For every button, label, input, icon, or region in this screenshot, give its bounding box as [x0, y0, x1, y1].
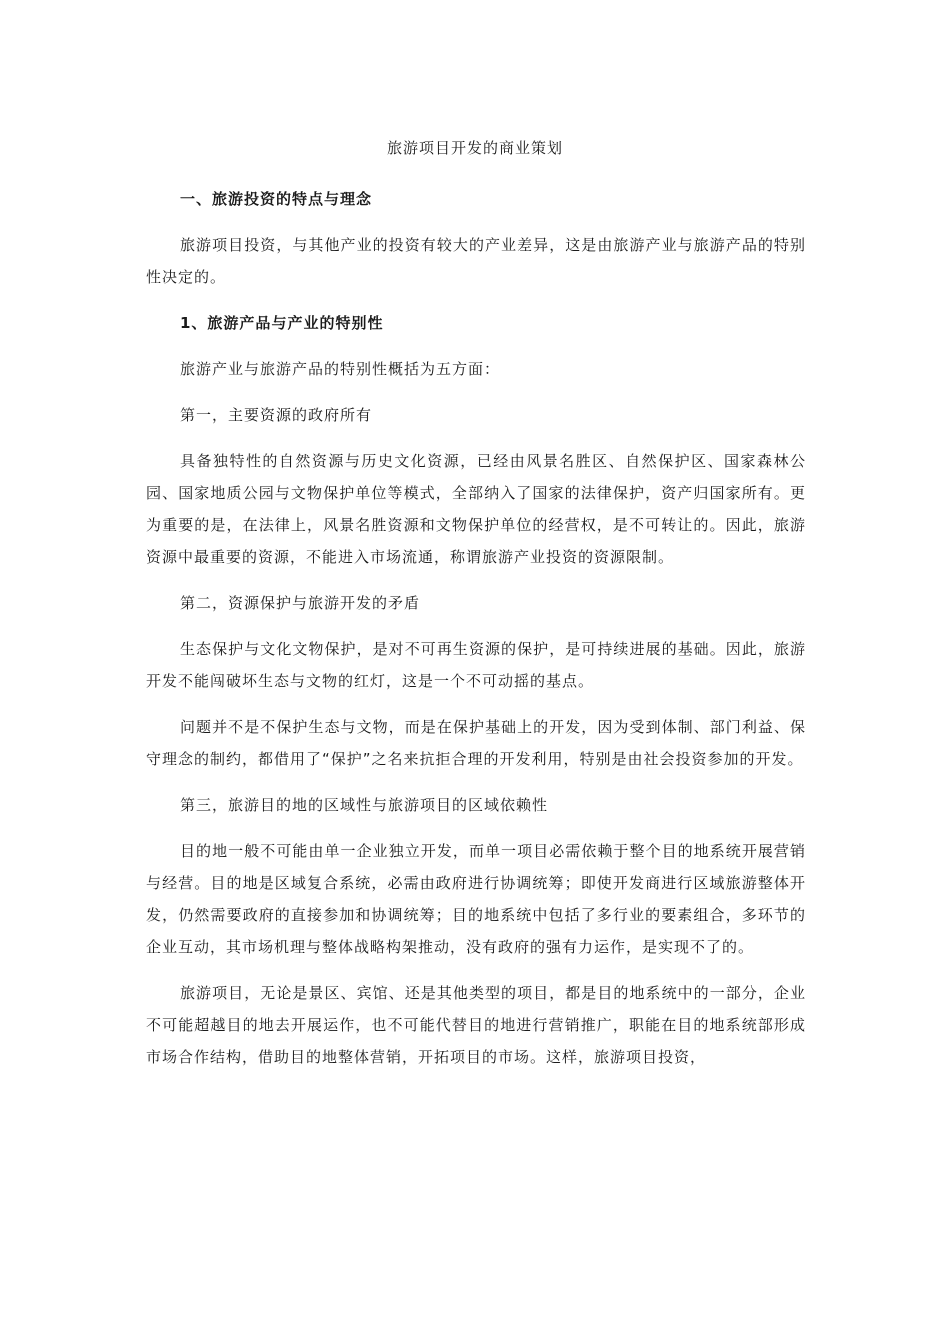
paragraph: 目的地一般不可能由单一企业独立开发，而单一项目必需依赖于整个目的地系统开展营销与经营。目的地是区域复合系统，必需由政府进行协调统筹；即使开发商进行区域旅游整体开发，仍然需要政府的直接参加和协调统筹；目的地系统中包括了多行业的要素组合，多环节的企业互动，其市场机理与整体战略构架推动，没有政府的强有力运作，是实现不了的。: [146, 842, 806, 956]
paragraph: 第一，主要资源的政府所有: [180, 406, 373, 424]
paragraph: 旅游项目投资，与其他产业的投资有较大的产业差异，这是由旅游产业与旅游产品的特别性决定的。: [146, 236, 806, 286]
paragraph: 旅游项目，无论是景区、宾馆、还是其他类型的项目，都是目的地系统中的一部分，企业不可能超越目的地去开展运作，也不可能代替目的地进行营销推广，职能在目的地系统部形成市场合作结构，借助目的地整体营销，开拓项目的市场。这样，旅游项目投资，: [146, 984, 806, 1066]
section-heading: 一、旅游投资的特点与理念: [180, 190, 373, 208]
paragraph: 生态保护与文化文物保护，是对不可再生资源的保护，是可持续进展的基础。因此，旅游开发不能闯破坏生态与文物的红灯，这是一个不可动摇的基点。: [146, 640, 806, 690]
document-body: [146, 183, 806, 1087]
subsection-heading: 1、旅游产品与产业的特别性: [180, 314, 384, 332]
paragraph: 旅游产业与旅游产品的特别性概括为五方面：: [180, 360, 501, 378]
paragraph: 问题并不是不保护生态与文物，而是在保护基础上的开发，因为受到体制、部门利益、保守理念的制约，都借用了“保护”之名来抗拒合理的开发利用，特别是由社会投资参加的开发。: [146, 718, 806, 768]
paragraph: 第二，资源保护与旅游开发的矛盾: [180, 594, 421, 612]
document-title: 旅游项目开发的商业策划: [386, 139, 563, 157]
paragraph: 具备独特性的自然资源与历史文化资源，已经由风景名胜区、自然保护区、国家森林公园、国家地质公园与文物保护单位等模式，全部纳入了国家的法律保护，资产归国家所有。更为重要的是，在法律上，风景名胜资源和文物保护单位的经营权，是不可转让的。因此，旅游资源中最重要的资源，不能进入市场流通，称谓旅游产业投资的资源限制。: [146, 452, 806, 566]
paragraph: 第三，旅游目的地的区域性与旅游项目的区域依赖性: [180, 796, 549, 814]
